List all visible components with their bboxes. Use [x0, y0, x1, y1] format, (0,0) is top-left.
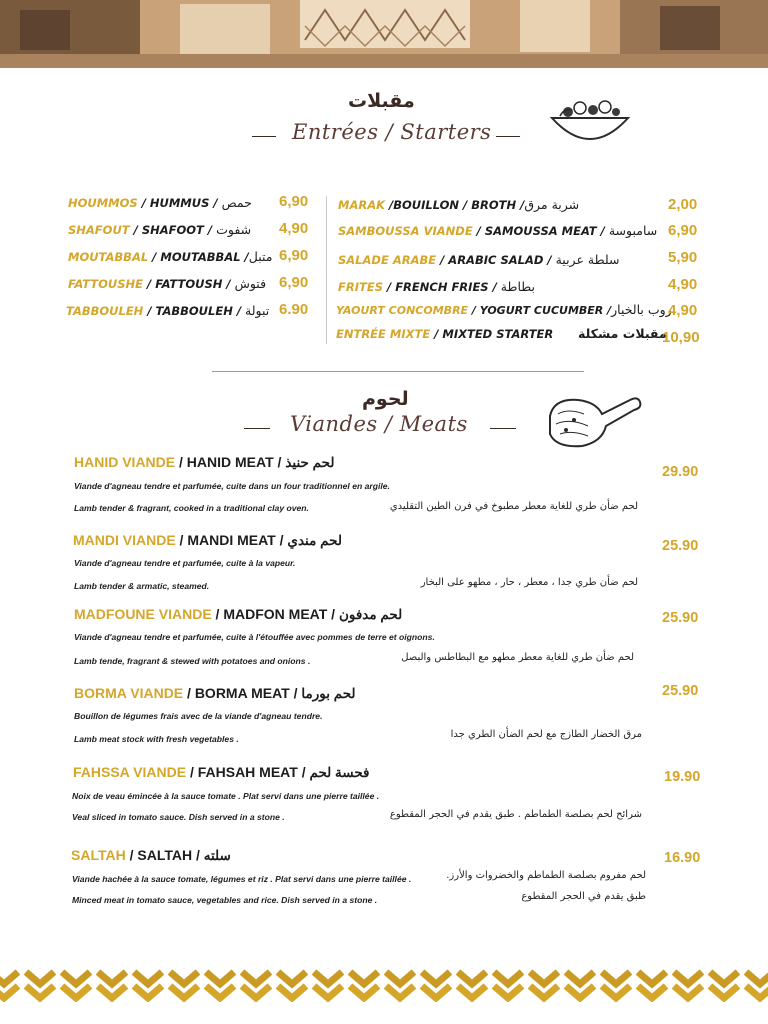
- column-divider: [326, 196, 327, 344]
- zigzag-chevron: [602, 972, 630, 984]
- meat-description-ar: شرائح لحم بصلصة الطماطم . طبق يقدم في الحجر المقطوع: [389, 809, 642, 820]
- starter-price: 4,90: [279, 220, 309, 237]
- zigzag-chevron: [458, 972, 486, 984]
- zigzag-chevron: [494, 972, 522, 984]
- meat-description-en: Lamb tende, fragrant & stewed with potatoes and onions .: [74, 656, 311, 666]
- zigzag-chevron: [206, 972, 234, 984]
- zigzag-chevron: [170, 972, 198, 984]
- starter-price: 6,90: [279, 274, 309, 291]
- meat-description-fr: Viande d'agneau tendre et parfumée, cuite à l'étouffée avec pommes de terre et oignons.: [74, 632, 435, 642]
- zigzag-chevron: [386, 972, 414, 984]
- starter-price: 6,90: [668, 222, 698, 239]
- meat-item-title: SALTAH / SALTAH / سلته: [71, 847, 231, 863]
- starter-price: 2,00: [668, 196, 698, 213]
- zigzag-chevron: [26, 972, 54, 984]
- meat-description-fr: Viande d'agneau tendre et parfumée, cuite dans un four traditionnel en argile.: [74, 481, 390, 491]
- heading-rule-left: [244, 428, 270, 429]
- starter-price: 6.90: [279, 301, 309, 318]
- lamb-leg-icon: [544, 394, 644, 450]
- starter-item: TABBOULEH / TABBOULEH / تبولة: [66, 303, 270, 318]
- starter-item: SHAFOUT / SHAFOOT / شفوت: [68, 222, 252, 237]
- starters-title-arabic: مقبلات: [348, 90, 415, 112]
- meat-description-en: Minced meat in tomato sauce, vegetables and rice. Dish served in a stone .: [72, 895, 378, 905]
- footer-zigzag-border: [0, 968, 768, 1002]
- meat-price: 25.90: [662, 610, 699, 626]
- meat-description-ar: مرق الخضار الطازج مع لحم الضأن الطري جدا: [450, 729, 642, 740]
- zigzag-chevron: [134, 972, 162, 984]
- salad-bowl-icon: [548, 98, 632, 150]
- zigzag-chevron: [674, 972, 702, 984]
- meat-description-fr: Bouillon de légumes frais avec de la viande d'agneau tendre.: [74, 711, 323, 721]
- starter-item: ENTRÉE MIXTE / MIXTED STARTER: [336, 327, 554, 341]
- meat-item-title: MADFOUNE VIANDE / MADFON MEAT / لحم مدفون: [74, 606, 403, 622]
- starter-price: 4,90: [668, 302, 698, 319]
- meat-price: 25.90: [662, 538, 699, 554]
- meat-description-en: Lamb meat stock with fresh vegetables .: [74, 734, 239, 744]
- zigzag-chevron: [278, 972, 306, 984]
- zigzag-chevron: [0, 986, 18, 998]
- meat-description-en: Veal sliced in tomato sauce. Dish served in a stone .: [72, 812, 285, 822]
- meat-price: 19.90: [664, 769, 701, 785]
- starter-item: FRITES / FRENCH FRIES / بطاطة: [338, 279, 535, 294]
- meat-description-ar: لحم ضأن طري للغاية معطر مطبوخ في فرن الطين التقليدي: [389, 501, 638, 512]
- meat-price: 16.90: [664, 850, 701, 866]
- meat-description-ar: لحم ضأن طري للغاية معطر مطهو مع البطاطس والبصل: [401, 652, 634, 663]
- starter-price: 4,90: [668, 276, 698, 293]
- starters-title: Entrées / Starters: [292, 120, 492, 144]
- meat-item-title: HANID VIANDE / HANID MEAT / لحم حنيذ: [74, 454, 335, 470]
- zigzag-chevron: [242, 972, 270, 984]
- meats-title: Viandes / Meats: [290, 412, 468, 436]
- meat-description-en: Lamb tender & fragrant, cooked in a traditional clay oven.: [74, 503, 309, 513]
- header-banner-image: [0, 0, 768, 68]
- heading-rule-right: [496, 136, 520, 137]
- zigzag-chevron: [746, 972, 768, 984]
- meat-description-ar: لحم ضأن طري جدا ، معطر ، حار ، مطهو على البخار: [420, 577, 638, 588]
- zigzag-chevron: [422, 972, 450, 984]
- zigzag-chevron: [314, 972, 342, 984]
- zigzag-chevron: [98, 972, 126, 984]
- meat-description-ar-2: طبق يقدم في الحجر المقطوع: [521, 891, 646, 902]
- meat-item-title: MANDI VIANDE / MANDI MEAT / لحم مندي: [73, 532, 342, 548]
- meat-item-title: BORMA VIANDE / BORMA MEAT / لحم بورما: [74, 685, 356, 701]
- starter-item: HOUMMOS / HUMMUS / حمص: [68, 195, 252, 210]
- starter-price: 6,90: [279, 247, 309, 264]
- meat-description-ar: لحم مفروم بصلصة الطماطم والخضروات والأرز.: [446, 870, 646, 881]
- starter-price: 5,90: [668, 249, 698, 266]
- starter-item: FATTOUSHE / FATTOUSH / فتوش: [68, 276, 267, 291]
- meats-title-arabic: لحوم: [362, 388, 409, 410]
- starter-item: MOUTABBAL / MOUTABBAL /متبل: [68, 249, 273, 264]
- zigzag-chevron: [530, 972, 558, 984]
- section-divider: [212, 371, 584, 372]
- starter-price: 6,90: [279, 193, 309, 210]
- meat-item-title: FAHSSA VIANDE / FAHSAH MEAT / فحسة لحم: [73, 764, 370, 780]
- meat-description-fr: Viande hachée à la sauce tomate, légumes et riz . Plat servi dans une pierre taillée .: [72, 874, 412, 884]
- starter-item-arabic: مقبلات مشكلة: [578, 326, 667, 341]
- zigzag-chevron: [0, 972, 18, 984]
- zigzag-chevron: [638, 972, 666, 984]
- meat-price: 25.90: [662, 683, 699, 699]
- meat-description-fr: Viande d'agneau tendre et parfumée, cuite à la vapeur.: [74, 558, 296, 568]
- starter-item: YAOURT CONCOMBRE / YOGURT CUCUMBER /روب بالخيار: [336, 302, 672, 317]
- meat-description-en: Lamb tender & armatic, steamed.: [74, 581, 210, 591]
- zigzag-chevron: [62, 972, 90, 984]
- meat-description-fr: Noix de veau émincée à la sauce tomate . Plat servi dans une pierre taillée .: [72, 791, 380, 801]
- starter-price: 10,90: [662, 329, 700, 346]
- zigzag-chevron: [350, 972, 378, 984]
- zigzag-chevron: [710, 972, 738, 984]
- starter-item: MARAK /BOUILLON / BROTH /شربة مرق: [338, 197, 580, 212]
- zigzag-chevron: [566, 972, 594, 984]
- heading-rule-right: [490, 428, 516, 429]
- heading-rule-left: [252, 136, 276, 137]
- starter-item: SAMBOUSSA VIANDE / SAMOUSSA MEAT / سامبوسة: [338, 223, 658, 238]
- zigzag-chevron: [746, 986, 768, 998]
- starter-item: SALADE ARABE / ARABIC SALAD / سلطة عربية: [338, 252, 620, 267]
- meat-price: 29.90: [662, 464, 699, 480]
